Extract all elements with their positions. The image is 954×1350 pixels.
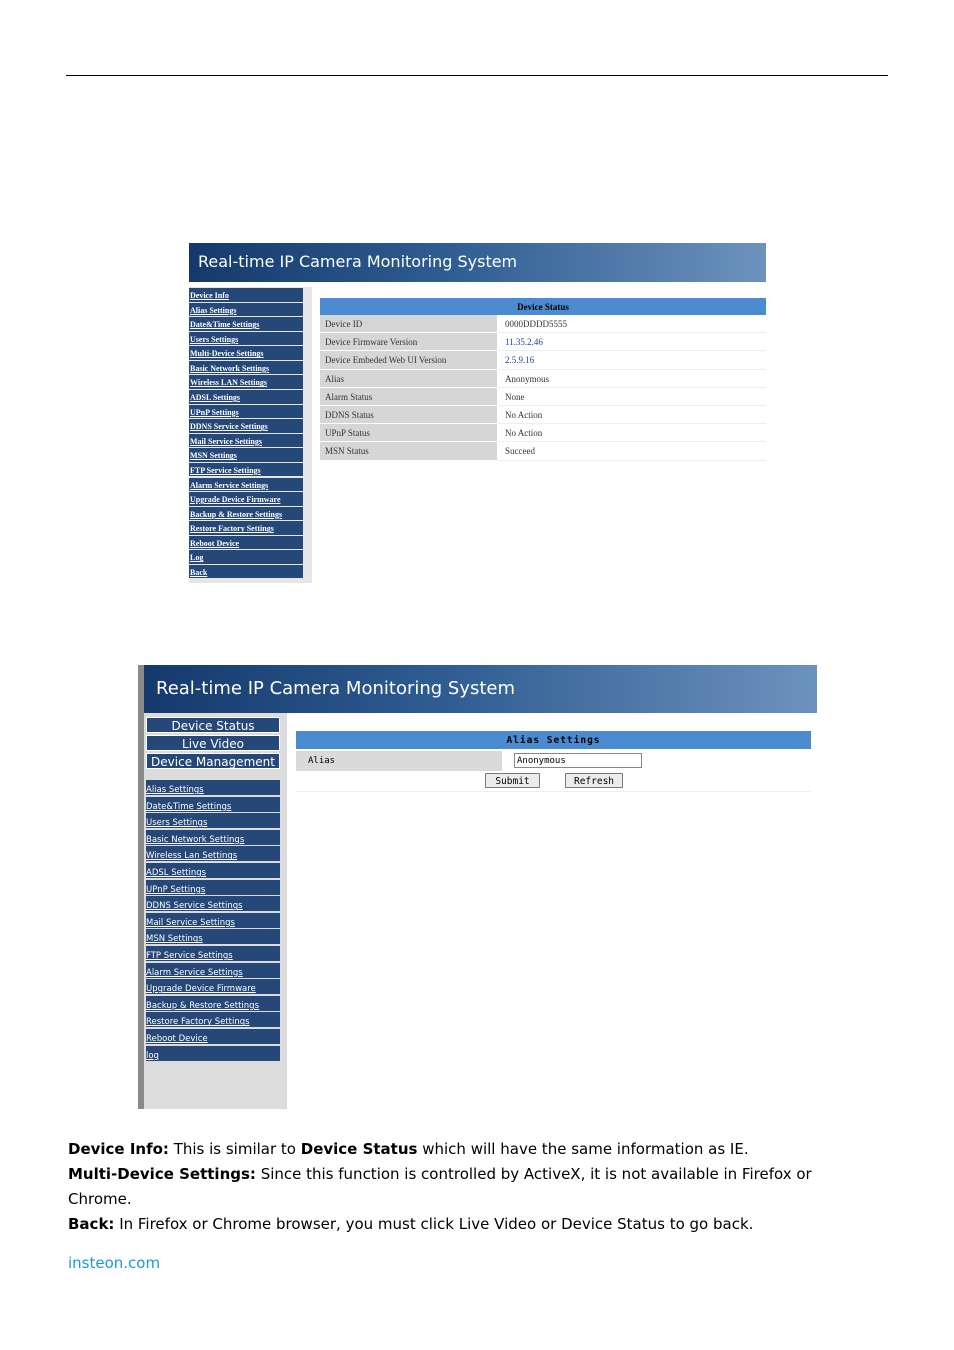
- sidebar-item[interactable]: Reboot Device: [189, 536, 303, 550]
- screenshot-alias-settings: [138, 665, 817, 1109]
- sidebar-item[interactable]: MSN Settings: [146, 929, 280, 944]
- device-management-button[interactable]: Device Management: [146, 753, 280, 769]
- sidebar-item[interactable]: Wireless Lan Settings: [146, 846, 280, 861]
- status-row: [320, 351, 766, 369]
- sidebar-item[interactable]: DDNS Service Settings: [146, 896, 280, 911]
- sidebar-item[interactable]: MSN Settings: [189, 448, 303, 462]
- sidebar-item[interactable]: Mail Service Settings: [146, 913, 280, 928]
- refresh-button[interactable]: Refresh: [565, 773, 623, 788]
- sidebar-item[interactable]: Users Settings: [146, 813, 280, 828]
- status-value: 11.35.2.46: [497, 333, 766, 351]
- sidebar-item[interactable]: Alarm Service Settings: [146, 963, 280, 978]
- term-multi-device: Multi-Device Settings:: [68, 1165, 256, 1183]
- device-status-button[interactable]: Device Status: [146, 717, 280, 733]
- status-label: Device Embeded Web UI Version: [320, 351, 497, 369]
- sidebar-item[interactable]: Back: [189, 565, 303, 579]
- device-status-header: Device Status: [320, 298, 766, 315]
- screenshot-device-status: [189, 243, 766, 583]
- status-row: [320, 333, 766, 351]
- status-value: No Action: [497, 424, 766, 442]
- status-row: [320, 388, 766, 406]
- status-row: [320, 315, 766, 333]
- sidebar-item[interactable]: UPnP Settings: [146, 880, 280, 895]
- sidebar-item[interactable]: Multi-Device Settings: [189, 346, 303, 360]
- sidebar-menu: [189, 287, 312, 583]
- banner-title: Real-time IP Camera Monitoring System: [189, 243, 766, 282]
- sidebar-item[interactable]: ADSL Settings: [189, 390, 303, 404]
- device-status-table: [320, 298, 766, 461]
- sidebar-item[interactable]: Mail Service Settings: [189, 434, 303, 448]
- sidebar-item[interactable]: Restore Factory Settings: [146, 1012, 280, 1027]
- alias-input[interactable]: Anonymous: [514, 753, 642, 768]
- status-label: Alarm Status: [320, 388, 497, 406]
- status-row: [320, 442, 766, 460]
- status-row: [320, 370, 766, 388]
- sidebar-item[interactable]: Reboot Device: [146, 1029, 280, 1044]
- sidebar-item[interactable]: Date&Time Settings: [146, 797, 280, 812]
- status-value: 0000DDDD5555: [497, 315, 766, 333]
- alias-settings-panel: [296, 731, 811, 792]
- sidebar-item[interactable]: Upgrade Device Firmware: [189, 492, 303, 506]
- header-rule: [66, 75, 888, 76]
- status-label: Alias: [320, 370, 497, 388]
- submit-button[interactable]: Submit: [485, 773, 540, 788]
- sidebar-item[interactable]: FTP Service Settings: [189, 463, 303, 477]
- status-label: Device ID: [320, 315, 497, 333]
- sidebar-item[interactable]: Restore Factory Settings: [189, 521, 303, 535]
- sidebar-item[interactable]: Backup & Restore Settings: [189, 507, 303, 521]
- sidebar-item[interactable]: Users Settings: [189, 332, 303, 346]
- term-back: Back:: [68, 1215, 115, 1233]
- sidebar-item[interactable]: Alias Settings: [146, 780, 280, 795]
- sidebar-item[interactable]: Date&Time Settings: [189, 317, 303, 331]
- alias-settings-header: Alias Settings: [296, 731, 811, 749]
- text: This is similar to: [168, 1140, 301, 1158]
- status-row: [320, 424, 766, 442]
- banner-title: Real-time IP Camera Monitoring System: [144, 665, 817, 713]
- text: which will have the same information as IE.: [417, 1140, 749, 1158]
- sidebar-item[interactable]: Basic Network Settings: [146, 830, 280, 845]
- sidebar-item[interactable]: Device Info: [189, 288, 303, 302]
- sidebar-menu: [144, 713, 287, 1109]
- paragraph-device-info: [68, 1137, 868, 1162]
- sidebar-item[interactable]: FTP Service Settings: [146, 946, 280, 961]
- sidebar-item[interactable]: Wireless LAN Settings: [189, 375, 303, 389]
- status-label: Device Firmware Version: [320, 333, 497, 351]
- sidebar-item[interactable]: DDNS Service Settings: [189, 419, 303, 433]
- sidebar-item[interactable]: Backup & Restore Settings: [146, 996, 280, 1011]
- sidebar-filler: [146, 1110, 280, 1121]
- sidebar-item[interactable]: ADSL Settings: [146, 863, 280, 878]
- live-video-button[interactable]: Live Video: [146, 735, 280, 751]
- footer-link[interactable]: insteon.com: [68, 1254, 161, 1272]
- status-value: 2.5.9.16: [497, 351, 766, 369]
- text: In Firefox or Chrome browser, you must click Live Video or Device Status to go back.: [114, 1215, 754, 1233]
- status-label: UPnP Status: [320, 424, 497, 442]
- sidebar-item[interactable]: UPnP Settings: [189, 405, 303, 419]
- paragraph-multi-device: [68, 1162, 868, 1211]
- status-row: [320, 406, 766, 424]
- status-value: Anonymous: [497, 370, 766, 388]
- sidebar-item[interactable]: Upgrade Device Firmware: [146, 979, 280, 994]
- status-label: MSN Status: [320, 442, 497, 460]
- text: Since this function is controlled by ActiveX, it is not available in Firefox or Chrome.: [68, 1165, 812, 1208]
- sidebar-item[interactable]: Log: [189, 550, 303, 564]
- status-value: Succeed: [497, 442, 766, 460]
- paragraph-back: [68, 1212, 868, 1237]
- sidebar-item[interactable]: Alias Settings: [189, 303, 303, 317]
- sidebar-item[interactable]: Alarm Service Settings: [189, 478, 303, 492]
- term-device-status: Device Status: [300, 1140, 418, 1158]
- status-value: No Action: [497, 406, 766, 424]
- alias-label: Alias: [296, 751, 502, 771]
- sidebar-item[interactable]: Basic Network Settings: [189, 361, 303, 375]
- term-device-info: Device Info:: [68, 1140, 169, 1158]
- status-label: DDNS Status: [320, 406, 497, 424]
- status-value: None: [497, 388, 766, 406]
- sidebar-item[interactable]: log: [146, 1046, 280, 1061]
